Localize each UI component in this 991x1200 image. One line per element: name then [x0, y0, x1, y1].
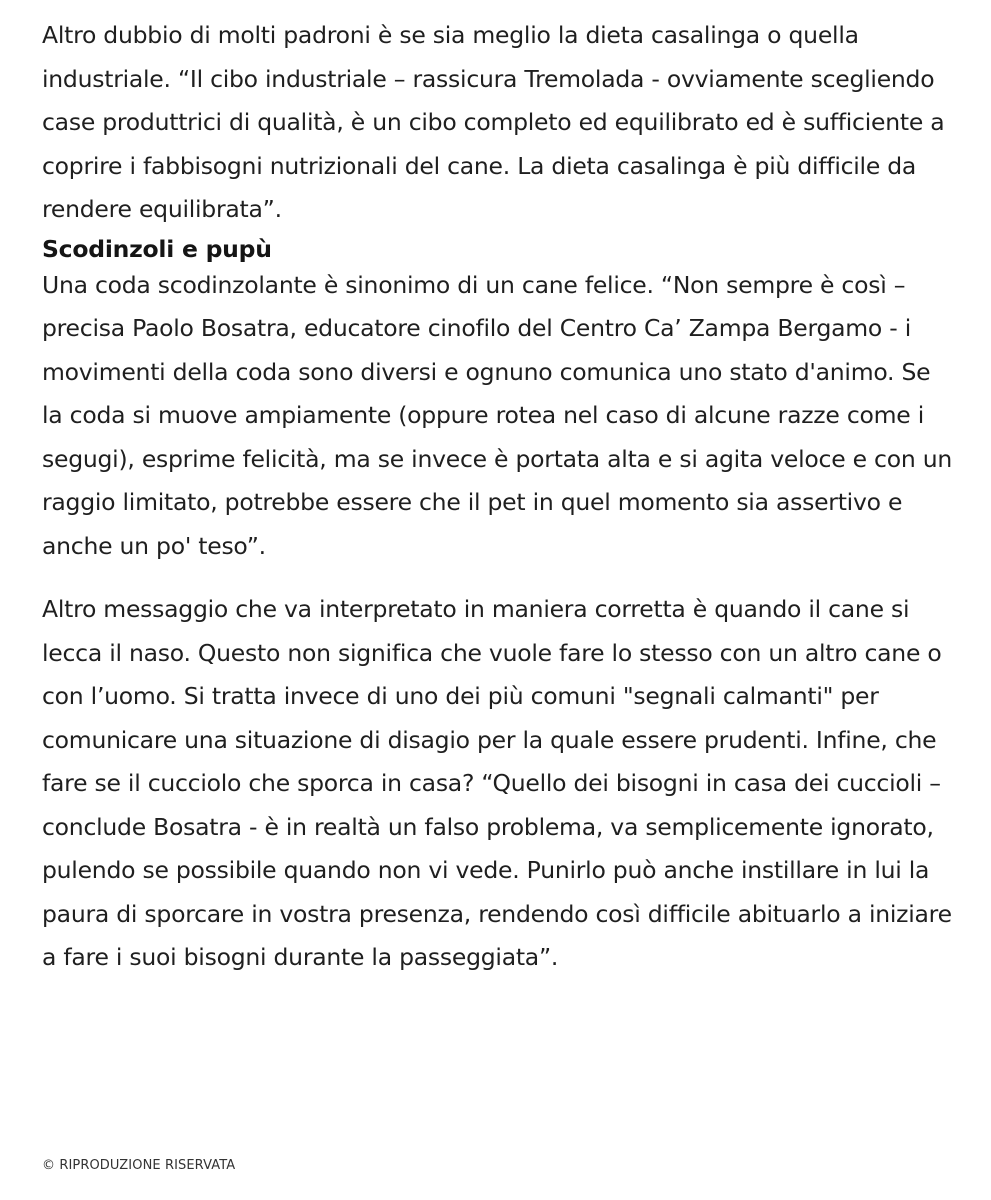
paragraph-calming-signals: Altro messaggio che va interpretato in maniera corretta è quando il cane si lecca il naso. Questo non significa che vuole fare lo stesso con un altro cane o con l’uomo. Si tratta invece di uno dei più comuni "segnali calmanti" per comunicare una situazione di disagio per la quale essere prudenti. Infine, che fare se il cucciolo che sporca in casa? “Quello dei bisogni in casa dei cuccioli – conclude Bosatra - è in realtà un falso problema, va semplicemente ignorato, pulendo se possibile quando non vi vede. Punirlo può anche instillare in lui la paura di sporcare in vostra presenza, rendendo così difficile abituarlo a iniziare a fare i suoi bisogni durante la passeggiata”. — [42, 595, 952, 971]
section-heading: Scodinzoli e pupù — [42, 234, 272, 263]
article-body — [42, 14, 952, 980]
paragraph-diet: Altro dubbio di molti padroni è se sia meglio la dieta casalinga o quella industriale. “Il cibo industriale – rassicura Tremolada - ovviamente scegliendo case produttrici di qualità, è un cibo completo ed equilibrato ed è sufficiente a coprire i fabbisogni nutrizionali del cane. La dieta casalinga è più difficile da rendere equilibrata”. — [42, 21, 945, 223]
paragraph-tail-wagging: Una coda scodinzolante è sinonimo di un cane felice. “Non sempre è così – precisa Paolo Bosatra, educatore cinofilo del Centro Ca’ Zampa Bergamo - i movimenti della coda sono diversi e ognuno comunica uno stato d'animo. Se la coda si muove ampiamente (oppure rotea nel caso di alcune razze come i segugi), esprime felicità, ma se invece è portata alta e si agita veloce e con un raggio limitato, potrebbe essere che il pet in quel momento sia assertivo e anche un po' teso”. — [42, 270, 953, 560]
copyright-notice: © RIPRODUZIONE RISERVATA — [42, 1158, 236, 1173]
